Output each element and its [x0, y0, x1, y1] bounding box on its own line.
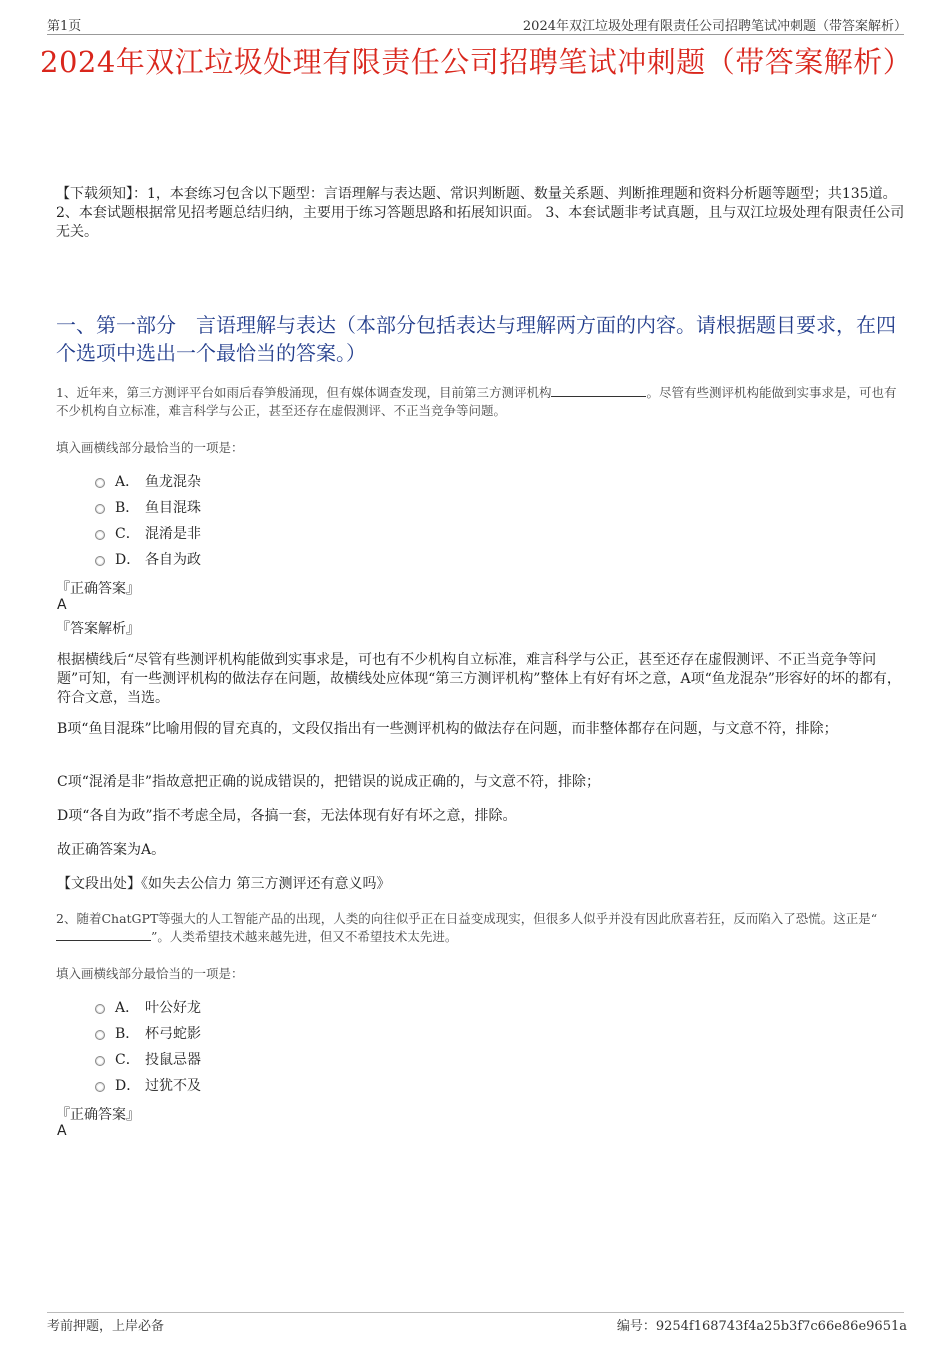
analysis-paragraph: 根据横线后“尽管有些测评机构能做到实事求是，可也有不少机构自立标准，难言科学与公正，甚至还存在虚假测评、不正当竞争等问题”可知，有一些测评机构的做法存在问题，故横线处应体现“第三方测评机构”整体上有好有坏之意，A项“鱼龙混杂”形容好的坏的都有，符合文意，当选。	[57, 652, 901, 706]
radio-icon[interactable]	[95, 1004, 105, 1014]
answer-label: 『正确答案』	[56, 581, 140, 597]
footer-slogan: 考前押题，上岸必备	[47, 1319, 165, 1334]
option-b[interactable]: B． 杯弓蛇影	[95, 1020, 495, 1046]
radio-icon[interactable]	[95, 1030, 105, 1040]
option-a[interactable]: A． 叶公好龙	[95, 994, 495, 1020]
header-doc-title: 2024年双江垃圾处理有限责任公司招聘笔试冲刺题（带答案解析）	[522, 19, 907, 34]
option-d[interactable]: D． 过犹不及	[95, 1072, 495, 1098]
option-a[interactable]: A． 鱼龙混杂	[95, 468, 495, 494]
radio-icon[interactable]	[95, 530, 105, 540]
answer-blank	[56, 928, 151, 941]
question-1-stem: 1、近年来，第三方测评平台如雨后春笋般涌现，但有媒体调查发现，目前第三方测评机构 。尽管有些测评机构能做到实事求是，可也有不少机构自立标准，难言科学与公正，甚至还存在虚假测评、不正当竞争等问题。	[56, 385, 897, 418]
option-c[interactable]: C． 混淆是非	[95, 520, 495, 546]
answer-value: A	[57, 1123, 67, 1139]
footer-doc-id: 编号：9254f168743f4a25b3f7c66e86e9651a	[616, 1319, 907, 1334]
analysis-paragraph: C项“混淆是非”指故意把正确的说成错误的，把错误的说成正确的，与文意不符，排除；	[57, 774, 601, 790]
footer-divider	[47, 1312, 904, 1313]
option-d[interactable]: D． 各自为政	[95, 546, 495, 572]
radio-icon[interactable]	[95, 478, 105, 488]
question-2-stem: 2、随着ChatGPT等强大的人工智能产品的出现，人类的向往似乎正在日益变成现实，但很多人似乎并没有因此欣喜若狂，反而陷入了恐慌。这正是“”。人类希望技术越来越先进，但又不希望技术太先进。	[56, 911, 878, 944]
radio-icon[interactable]	[95, 1056, 105, 1066]
radio-icon[interactable]	[95, 504, 105, 514]
download-notice: 【下载须知】：1，本套练习包含以下题型：言语理解与表达题、常识判断题、数量关系题、判断推理题和资料分析题等题型；共135道。 2、本套试题根据常见招考题总结归纳，主要用于练习答题思路和拓展知识面。 3、本套试题非考试真题，且与双江垃圾处理有限责任公司无关。	[56, 186, 905, 240]
question-2-prompt: 填入画横线部分最恰当的一项是：	[56, 966, 244, 981]
section-heading: 一、第一部分 言语理解与表达（本部分包括表达与理解两方面的内容。请根据题目要求，在四个选项中选出一个最恰当的答案。）	[56, 313, 896, 365]
analysis-paragraph: B项“鱼目混珠”比喻用假的冒充真的，文段仅指出有一些测评机构的做法存在问题，而非整体都存在问题，与文意不符，排除；	[57, 721, 838, 737]
answer-blank	[551, 384, 646, 397]
header-divider	[47, 34, 904, 35]
option-b[interactable]: B． 鱼目混珠	[95, 494, 495, 520]
header-page-number: 第1页	[47, 19, 82, 34]
analysis-label: 『答案解析』	[56, 621, 140, 637]
answer-value: A	[57, 597, 67, 613]
answer-label: 『正确答案』	[56, 1107, 140, 1123]
question-2-options	[95, 994, 495, 1098]
radio-icon[interactable]	[95, 556, 105, 566]
option-c[interactable]: C． 投鼠忌器	[95, 1046, 495, 1072]
analysis-conclusion: 故正确答案为A。	[57, 842, 166, 858]
question-1-options	[95, 468, 495, 572]
page-title: 2024年双江垃圾处理有限责任公司招聘笔试冲刺题（带答案解析）	[40, 45, 913, 79]
source-citation: 【文段出处】《如失去公信力 第三方测评还有意义吗》	[57, 876, 391, 892]
analysis-paragraph: D项“各自为政”指不考虑全局，各搞一套，无法体现有好有坏之意，排除。	[57, 808, 517, 824]
radio-icon[interactable]	[95, 1082, 105, 1092]
question-1-prompt: 填入画横线部分最恰当的一项是：	[56, 440, 244, 455]
